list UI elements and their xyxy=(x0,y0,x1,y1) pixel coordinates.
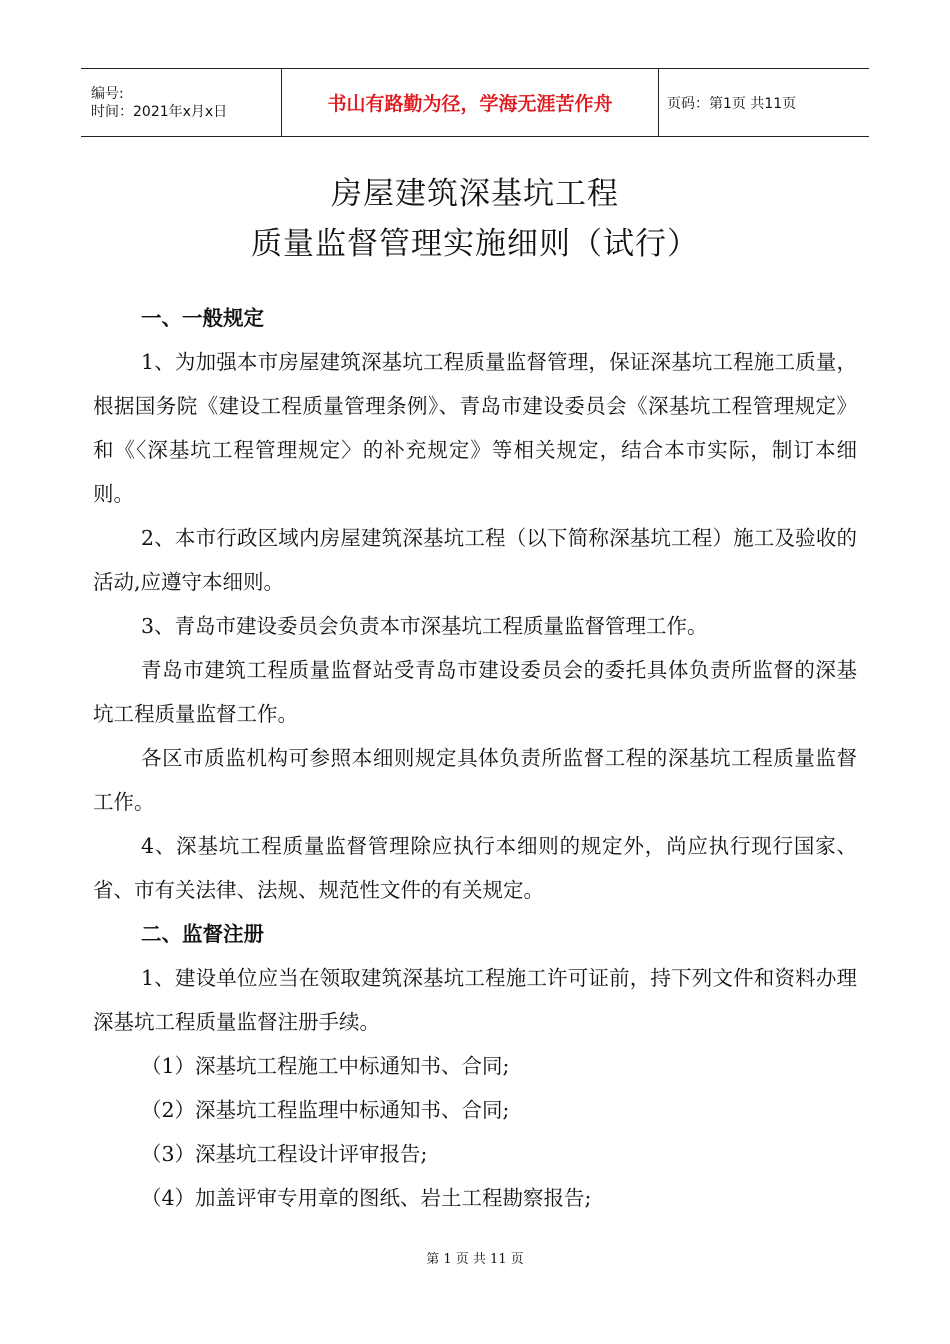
motto-cell xyxy=(281,69,659,136)
section-heading: 一、一般规定 xyxy=(141,306,264,330)
document-header xyxy=(81,68,869,137)
list-item: （1）深基坑工程施工中标通知书、合同; xyxy=(141,1054,510,1078)
page-footer: 第 1 页 共 11 页 xyxy=(426,1252,524,1267)
number-label: 编号: xyxy=(91,85,124,102)
paragraph: 1、为加强本市房屋建筑深基坑工程质量监督管理，保证深基坑工程施工质量，根据国务院《建设工程质量管理条例》、青岛市建设委员会《深基坑工程管理规定》和《〈深基坑工程管理规定〉的补充规定》等相关规定，结合本市实际，制订本细则。 xyxy=(93,350,857,506)
document-body xyxy=(93,296,857,1220)
title-line-2: 质量监督管理实施细则（试行） xyxy=(251,226,699,262)
page-info-cell xyxy=(659,69,869,136)
paragraph: 1、建设单位应当在领取建筑深基坑工程施工许可证前，持下列文件和资料办理深基坑工程质量监督注册手续。 xyxy=(93,966,857,1034)
list-item: （4）加盖评审专用章的图纸、岩土工程勘察报告; xyxy=(141,1186,592,1210)
paragraph: 2、本市行政区域内房屋建筑深基坑工程（以下简称深基坑工程）施工及验收的活动,应遵守本细则。 xyxy=(93,526,857,594)
paragraph: 3、青岛市建设委员会负责本市深基坑工程质量监督管理工作。 xyxy=(141,614,708,638)
list-item: （3）深基坑工程设计评审报告; xyxy=(141,1142,428,1166)
list-item: （2）深基坑工程监理中标通知书、合同; xyxy=(141,1098,510,1122)
header-meta xyxy=(81,69,281,136)
section-heading: 二、监督注册 xyxy=(141,922,264,946)
page-info: 页码：第1页 共11页 xyxy=(667,95,797,112)
paragraph: 青岛市建筑工程质量监督站受青岛市建设委员会的委托具体负责所监督的深基坑工程质量监督工作。 xyxy=(93,658,857,726)
paragraph: 4、深基坑工程质量监督管理除应执行本细则的规定外，尚应执行现行国家、省、市有关法律、法规、规范性文件的有关规定。 xyxy=(93,834,857,902)
date-label: 时间：2021年x月x日 xyxy=(91,103,228,120)
motto: 书山有路勤为径，学海无涯苦作舟 xyxy=(327,93,613,115)
paragraph: 各区市质监机构可参照本细则规定具体负责所监督工程的深基坑工程质量监督工作。 xyxy=(93,746,857,814)
title-line-1: 房屋建筑深基坑工程 xyxy=(331,176,619,212)
